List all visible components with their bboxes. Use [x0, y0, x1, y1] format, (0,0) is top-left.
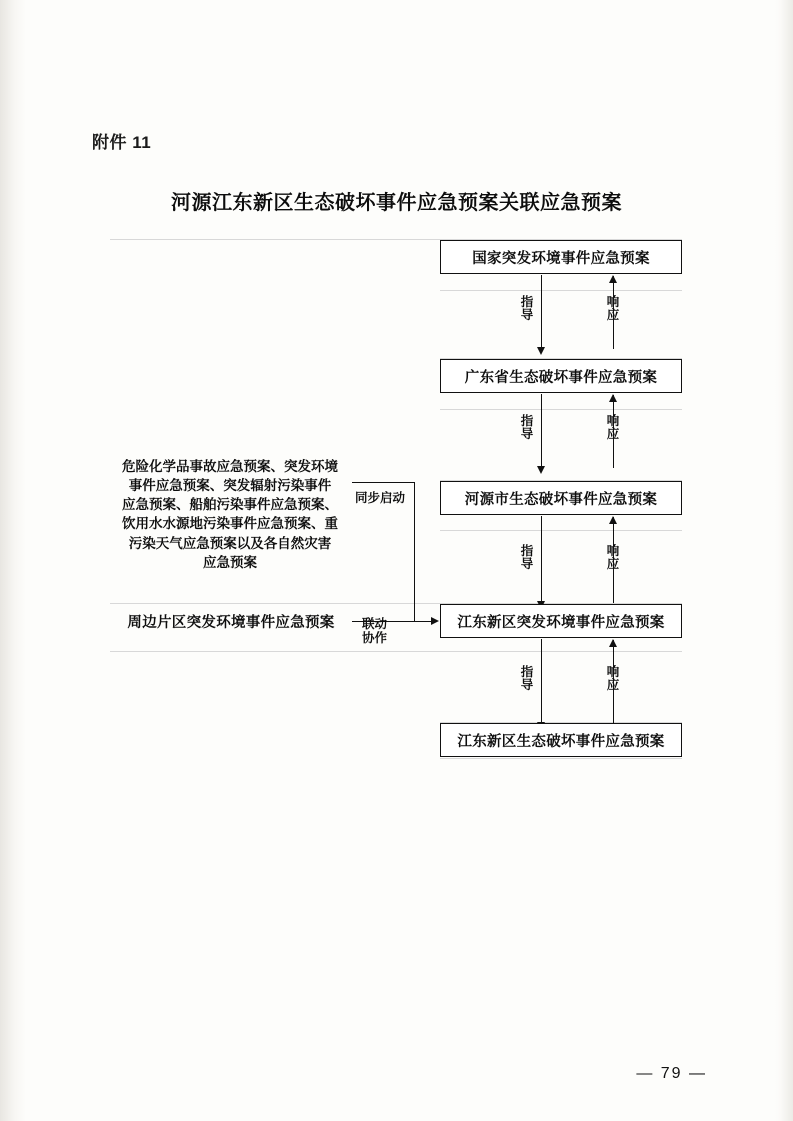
other-plans-line-6: 应急预案: [203, 554, 257, 570]
edge-label-respond-3: 响 应: [606, 544, 620, 572]
edge-label-respond-2: 响 应: [606, 414, 620, 442]
page-title: 河源江东新区生态破坏事件应急预案关联应急预案: [171, 192, 622, 214]
edge-arrow-cooperate: [431, 617, 439, 625]
node-province-plan[interactable]: 广东省生态破坏事件应急预案: [440, 359, 682, 393]
other-plans-line-4: 饮用水水源地污染事件应急预案、重: [122, 516, 338, 532]
edge-line-guide-3: [541, 516, 542, 603]
other-plans-line-3: 应急预案、船舶污染事件应急预案、: [122, 497, 338, 513]
edge-arrow-guide-1: [537, 347, 545, 355]
band-line: [440, 290, 682, 291]
node-surrounding-plan[interactable]: 周边片区突发环境事件应急预案: [127, 614, 335, 631]
edge-arrow-respond-2: [609, 394, 617, 402]
edge-line-sync-v: [414, 482, 415, 621]
edge-arrow-respond-3: [609, 516, 617, 524]
edge-line-guide-2: [541, 394, 542, 468]
edge-label-guide-1: 指 导: [520, 295, 534, 323]
attachment-label: 附件 11: [92, 133, 152, 152]
edge-line-guide-4: [541, 639, 542, 724]
edge-label-guide-2: 指 导: [520, 414, 534, 442]
other-plans-line-1: 危险化学品事故应急预案、突发环境: [122, 459, 338, 474]
edge-arrow-respond-4: [609, 639, 617, 647]
edge-label-respond-4: 响 应: [606, 665, 620, 693]
edge-line-sync-h2: [414, 621, 432, 622]
node-national-plan[interactable]: 国家突发环境事件应急预案: [440, 240, 682, 274]
node-district-sudden-plan[interactable]: 江东新区突发环境事件应急预案: [440, 604, 682, 638]
edge-arrow-guide-2: [537, 466, 545, 474]
edge-label-guide-4: 指 导: [520, 665, 534, 693]
band-line: [440, 758, 682, 759]
band-line: [440, 409, 682, 410]
edge-label-respond-1: 响 应: [606, 295, 620, 323]
band-line: [440, 530, 682, 531]
band-line: [110, 651, 682, 652]
edge-label-sync-start: 同步启动: [355, 491, 406, 505]
node-other-plans-text: [110, 457, 350, 572]
edge-line-guide-1: [541, 275, 542, 349]
edge-label-cooperate: 联动 协作: [362, 617, 388, 646]
edge-label-guide-3: 指 导: [520, 544, 534, 572]
edge-line-sync-h1: [352, 482, 415, 483]
page-number: — 79 —: [636, 1065, 707, 1082]
node-city-plan[interactable]: 河源市生态破坏事件应急预案: [440, 481, 682, 515]
other-plans-line-2: 事件应急预案、突发辐射污染事件: [128, 478, 332, 494]
node-district-eco-plan[interactable]: 江东新区生态破坏事件应急预案: [440, 723, 682, 757]
other-plans-line-5: 污染天气应急预案以及各自然灾害: [128, 535, 332, 551]
edge-arrow-respond-1: [609, 275, 617, 283]
